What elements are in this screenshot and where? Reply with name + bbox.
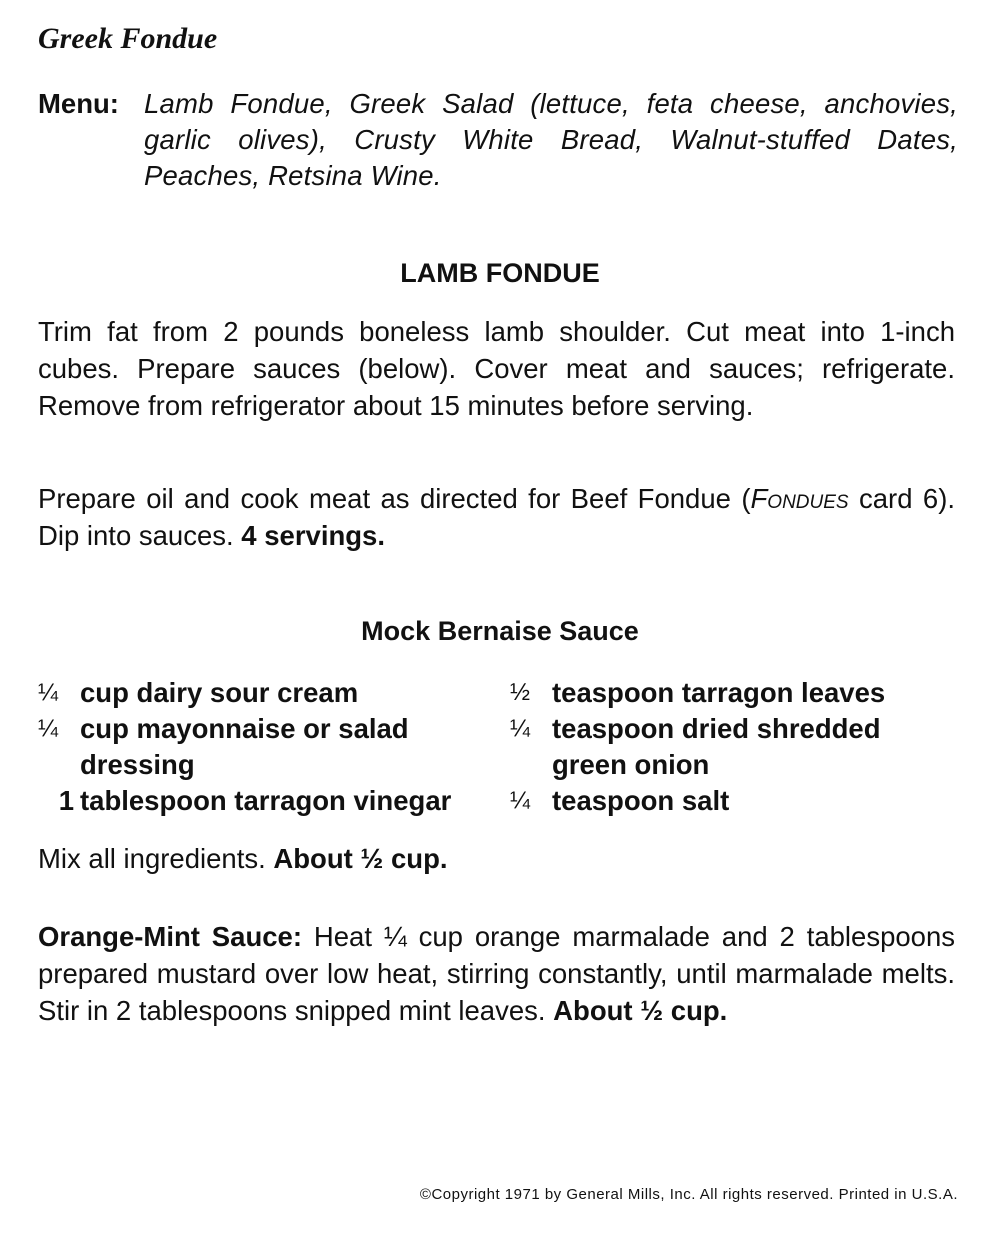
ingredient-item: [38, 783, 503, 819]
orange-mint-yield: About ½ cup.: [553, 995, 728, 1026]
bernaise-mix-text: Mix all ingredients.: [38, 843, 274, 874]
ingredient-name: tablespoon tarragon vinegar: [80, 785, 452, 816]
ingredient-name: cup mayonnaise or salad dressing: [80, 713, 409, 780]
menu-section: [38, 86, 958, 194]
ingredient-name: teaspoon salt: [552, 785, 730, 816]
servings-yield: 4 servings.: [241, 520, 385, 551]
ingredient-qty: ¼: [38, 715, 59, 742]
ingredients-right-column: [510, 675, 960, 819]
ingredient-qty: ¼: [38, 679, 59, 706]
bernaise-instructions: [38, 840, 955, 877]
ingredient-item: [510, 675, 960, 711]
ingredient-name: teaspoon dried shredded green onion: [552, 713, 881, 780]
ingredient-qty: ¼: [510, 787, 531, 814]
ingredient-qty: 1: [58, 785, 74, 816]
recipe-title: Greek Fondue: [38, 22, 218, 55]
ingredient-name: cup dairy sour cream: [80, 677, 359, 708]
lamb-instructions-para-2: [38, 480, 955, 554]
lamb-para2-text-b: card 6). Dip into sauces.: [38, 483, 955, 551]
lamb-fondue-heading: LAMB FONDUE: [400, 258, 600, 288]
menu-text: Lamb Fondue, Greek Salad (lettuce, feta cheese, anchovies, garlic olives), Crusty White Bread, Walnut-stuffed Dates, Peaches, Retsina Wine.: [144, 88, 958, 191]
menu-label: Menu:: [38, 88, 119, 119]
orange-mint-label: Orange-Mint Sauce:: [38, 921, 302, 952]
ingredient-qty: ¼: [510, 715, 531, 742]
ingredient-item: [510, 711, 960, 783]
orange-mint-sauce: [38, 918, 955, 1029]
ingredient-item: [38, 711, 503, 783]
copyright-notice: ©Copyright 1971 by General Mills, Inc. All rights reserved. Printed in U.S.A.: [419, 1186, 958, 1203]
ingredient-item: [38, 675, 503, 711]
bernaise-yield: About ½ cup.: [273, 843, 448, 874]
lamb-para2-text-a: Prepare oil and cook meat as directed for Beef Fondue (: [38, 483, 751, 514]
fondues-reference: Fondues: [750, 483, 849, 514]
mock-bernaise-heading: Mock Bernaise Sauce: [361, 616, 639, 646]
lamb-instructions-para-1: Trim fat from 2 pounds boneless lamb shoulder. Cut meat into 1-inch cubes. Prepare sauces (below). Cover meat and sauces; refrigerate. Remove from refrigerator about 15 minutes before serving.: [38, 316, 955, 421]
ingredient-qty: ½: [510, 679, 531, 706]
ingredient-name: teaspoon tarragon leaves: [552, 677, 886, 708]
ingredient-item: [510, 783, 960, 819]
ingredients-left-column: [38, 675, 503, 819]
orange-mint-text: Heat ¼ cup orange marmalade and 2 tablespoons prepared mustard over low heat, stirring constantly, until marmalade melts. Stir in 2 tablespoons snipped mint leaves.: [38, 921, 956, 1026]
